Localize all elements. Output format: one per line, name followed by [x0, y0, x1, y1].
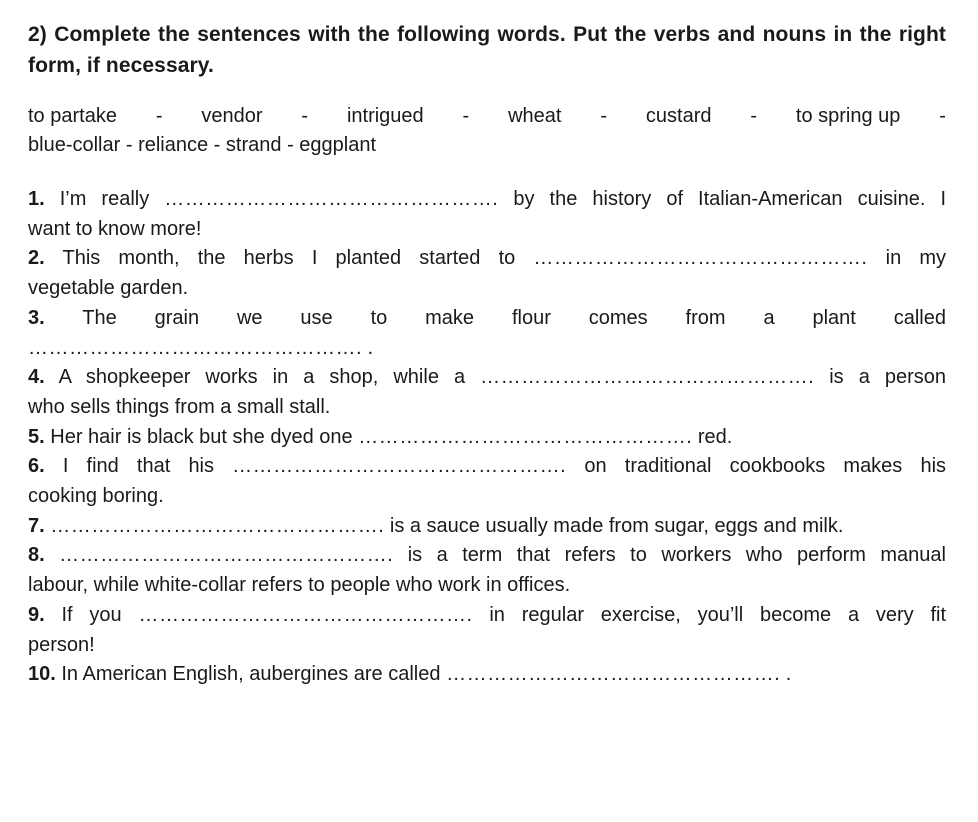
- item-text-before: I’m really: [59, 188, 150, 210]
- item-text-after: on traditional cookbooks makes his: [584, 455, 947, 478]
- exercise-item-3: [28, 304, 946, 363]
- item-number: 9.: [28, 603, 45, 626]
- item-number: 8.: [28, 544, 45, 567]
- item-text-after: .: [785, 663, 792, 686]
- item-line: [28, 423, 946, 453]
- item-line: [28, 512, 946, 542]
- word-bank-item: vendor: [201, 105, 263, 127]
- item-continuation: want to know more!: [28, 217, 202, 240]
- word-bank-item: blue-collar: [28, 134, 121, 156]
- word-bank-line-1: [28, 102, 946, 131]
- item-continuation: labour, while white-collar refers to people who work in offices.: [28, 574, 571, 597]
- item-text-before: I find that his: [62, 455, 215, 478]
- item-number: 5.: [28, 425, 45, 448]
- item-continuation: who sells things from a small stall.: [28, 395, 331, 418]
- item-line: [28, 541, 946, 571]
- exercise-item-7: [28, 512, 946, 542]
- item-text-after: is a person: [829, 366, 946, 389]
- word-bank-item: custard: [645, 105, 712, 127]
- answer-blank[interactable]: ………………………………………….: [28, 336, 363, 359]
- word-separator: -: [462, 105, 470, 127]
- exercise-title: 2) Complete the sentences with the following words. Put the verbs and nouns in the right form, if necessary.: [28, 23, 946, 77]
- item-text-before: This month, the herbs I planted started to: [62, 247, 516, 270]
- item-text-after: in my: [885, 247, 946, 270]
- item-number: 1.: [28, 188, 45, 210]
- item-number: 2.: [28, 247, 45, 270]
- word-bank-item: strand: [225, 134, 282, 156]
- item-number: 10.: [28, 663, 56, 686]
- item-text-after: is a sauce usually made from sugar, eggs and milk.: [389, 514, 844, 537]
- exercise-items: [28, 185, 946, 690]
- exercise-item-8: [28, 541, 946, 600]
- word-separator: -: [600, 105, 608, 127]
- item-text-after: .: [367, 336, 374, 359]
- item-line: [28, 185, 946, 215]
- item-text-before: A shopkeeper works in a shop, while a: [58, 366, 466, 389]
- word-bank-line-2: [28, 131, 946, 160]
- word-bank-item: to spring up: [795, 105, 901, 127]
- word-separator: -: [155, 105, 163, 127]
- item-line: [28, 660, 946, 690]
- exercise-item-5: [28, 423, 946, 453]
- answer-blank[interactable]: ………………………………………….: [50, 514, 385, 537]
- word-separator: -: [213, 134, 221, 156]
- item-continuation: [28, 334, 946, 364]
- item-text-before: The grain we use to make flour comes from a plant called: [82, 306, 946, 329]
- word-bank-item: intrigued: [346, 105, 424, 127]
- word-bank: [28, 102, 946, 160]
- word-bank-item: to partake: [28, 105, 117, 127]
- word-separator: -: [287, 134, 294, 156]
- item-continuation: cooking boring.: [28, 485, 164, 508]
- answer-blank[interactable]: ………………………………………….: [533, 247, 868, 270]
- item-text-after: is a term that refers to workers who perform manual: [407, 544, 946, 567]
- item-line: [28, 244, 946, 274]
- item-text-before: Her hair is black but she dyed one: [50, 425, 353, 448]
- item-continuation: vegetable garden.: [28, 277, 189, 300]
- item-line: [28, 601, 946, 631]
- item-text-after: red.: [697, 425, 733, 448]
- item-text-after: by the history of Italian-American cuisine. I: [513, 188, 947, 210]
- exercise-item-1: [28, 185, 946, 244]
- item-number: 6.: [28, 455, 45, 478]
- word-separator: -: [939, 105, 946, 127]
- word-bank-item: eggplant: [299, 134, 377, 156]
- answer-blank[interactable]: ………………………………………….: [480, 366, 815, 389]
- item-number: 4.: [28, 366, 45, 389]
- item-text-after: in regular exercise, you’ll become a very fit: [489, 603, 947, 626]
- exercise-item-6: [28, 452, 946, 511]
- word-bank-item: reliance: [138, 134, 209, 156]
- answer-blank[interactable]: ………………………………………….: [232, 455, 567, 478]
- item-line: [28, 304, 946, 334]
- word-separator: -: [301, 105, 309, 127]
- item-line: [28, 363, 946, 393]
- item-number: 7.: [28, 514, 45, 537]
- item-line: [28, 452, 946, 482]
- item-text-before: If you: [61, 603, 122, 626]
- word-separator: -: [125, 134, 133, 156]
- exercise-item-9: [28, 601, 946, 660]
- exercise-item-10: [28, 660, 946, 690]
- answer-blank[interactable]: ………………………………………….: [164, 188, 499, 210]
- word-bank-item: wheat: [508, 105, 562, 127]
- answer-blank[interactable]: ………………………………………….: [358, 425, 693, 448]
- item-text-before: In American English, aubergines are called: [61, 663, 441, 686]
- word-separator: -: [750, 105, 758, 127]
- answer-blank[interactable]: ………………………………………….: [59, 544, 394, 567]
- answer-blank[interactable]: ………………………………………….: [446, 663, 781, 686]
- item-continuation: person!: [28, 633, 95, 656]
- item-number: 3.: [28, 306, 45, 329]
- exercise-item-4: [28, 363, 946, 422]
- exercise-item-2: [28, 244, 946, 303]
- answer-blank[interactable]: ………………………………………….: [138, 603, 473, 626]
